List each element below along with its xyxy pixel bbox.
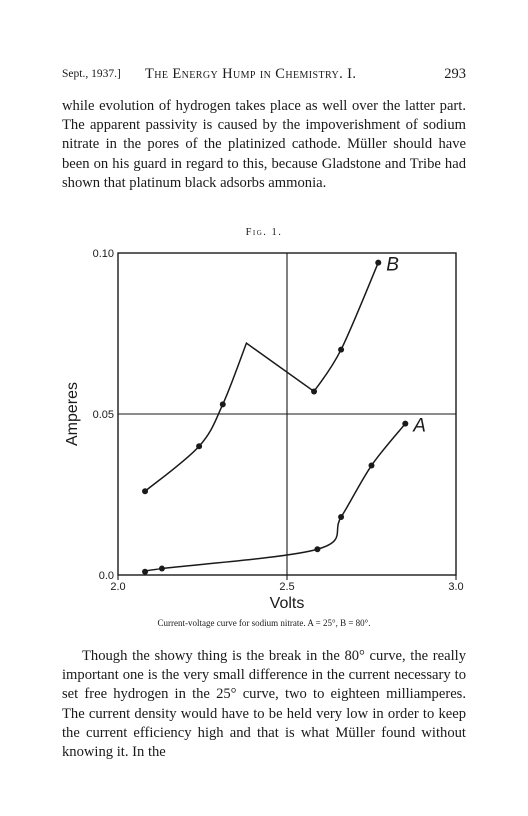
data-point-b xyxy=(375,260,381,266)
x-axis-label: Volts xyxy=(269,595,305,612)
data-point-a xyxy=(338,514,344,520)
figure-caption: Current-voltage curve for sodium nitrate. A = 25°, B = 80°. xyxy=(157,618,371,628)
x-tick-label: 3.0 xyxy=(448,581,464,593)
y-tick-label: 0.0 xyxy=(98,570,114,582)
series-line-b xyxy=(145,263,378,492)
data-point-b xyxy=(142,488,148,494)
series-label-b: B xyxy=(386,254,399,276)
data-point-a xyxy=(369,463,375,469)
header-title: The Energy Hump in Chemistry. I. xyxy=(145,66,357,82)
data-point-a xyxy=(142,569,148,575)
data-point-b xyxy=(196,443,202,449)
paragraph-bottom: Though the showy thing is the break in the 80° curve, the really important one is the very small difference in the current necessary to set free hydrogen in the 25° curve, two to eighteen milliamperes. The current density would have to be held very low in order to keep the current efficiency high and that is what Müller found without knowing it. In the xyxy=(62,648,466,761)
y-axis-label: Amperes xyxy=(64,381,81,447)
series-label-a: A xyxy=(413,415,426,437)
y-tick-label: 0.05 xyxy=(92,409,114,421)
data-point-b xyxy=(311,388,317,394)
data-point-a xyxy=(314,546,320,552)
data-point-b xyxy=(338,347,344,353)
y-tick-label: 0.10 xyxy=(92,248,114,260)
figure-label: Fig. 1. xyxy=(245,227,283,238)
data-point-b xyxy=(220,401,226,407)
x-tick-label: 2.0 xyxy=(110,581,126,593)
header-date: Sept., 1937.] xyxy=(62,68,121,80)
data-point-a xyxy=(402,421,408,427)
x-tick-label: 2.5 xyxy=(279,581,295,593)
data-point-a xyxy=(159,566,165,572)
series-line-a xyxy=(144,424,406,572)
paragraph-top: while evolution of hydrogen takes place as well over the latter part. The apparent passivity is caused by the impoverishment of sodium nitrate in the pores of the platinized cathode. Müller should have been on his guard in regard to this, because Gladstone and Tribe had shown that platinum black adsorbs ammonia. xyxy=(62,98,466,191)
page-number: 293 xyxy=(444,66,466,82)
